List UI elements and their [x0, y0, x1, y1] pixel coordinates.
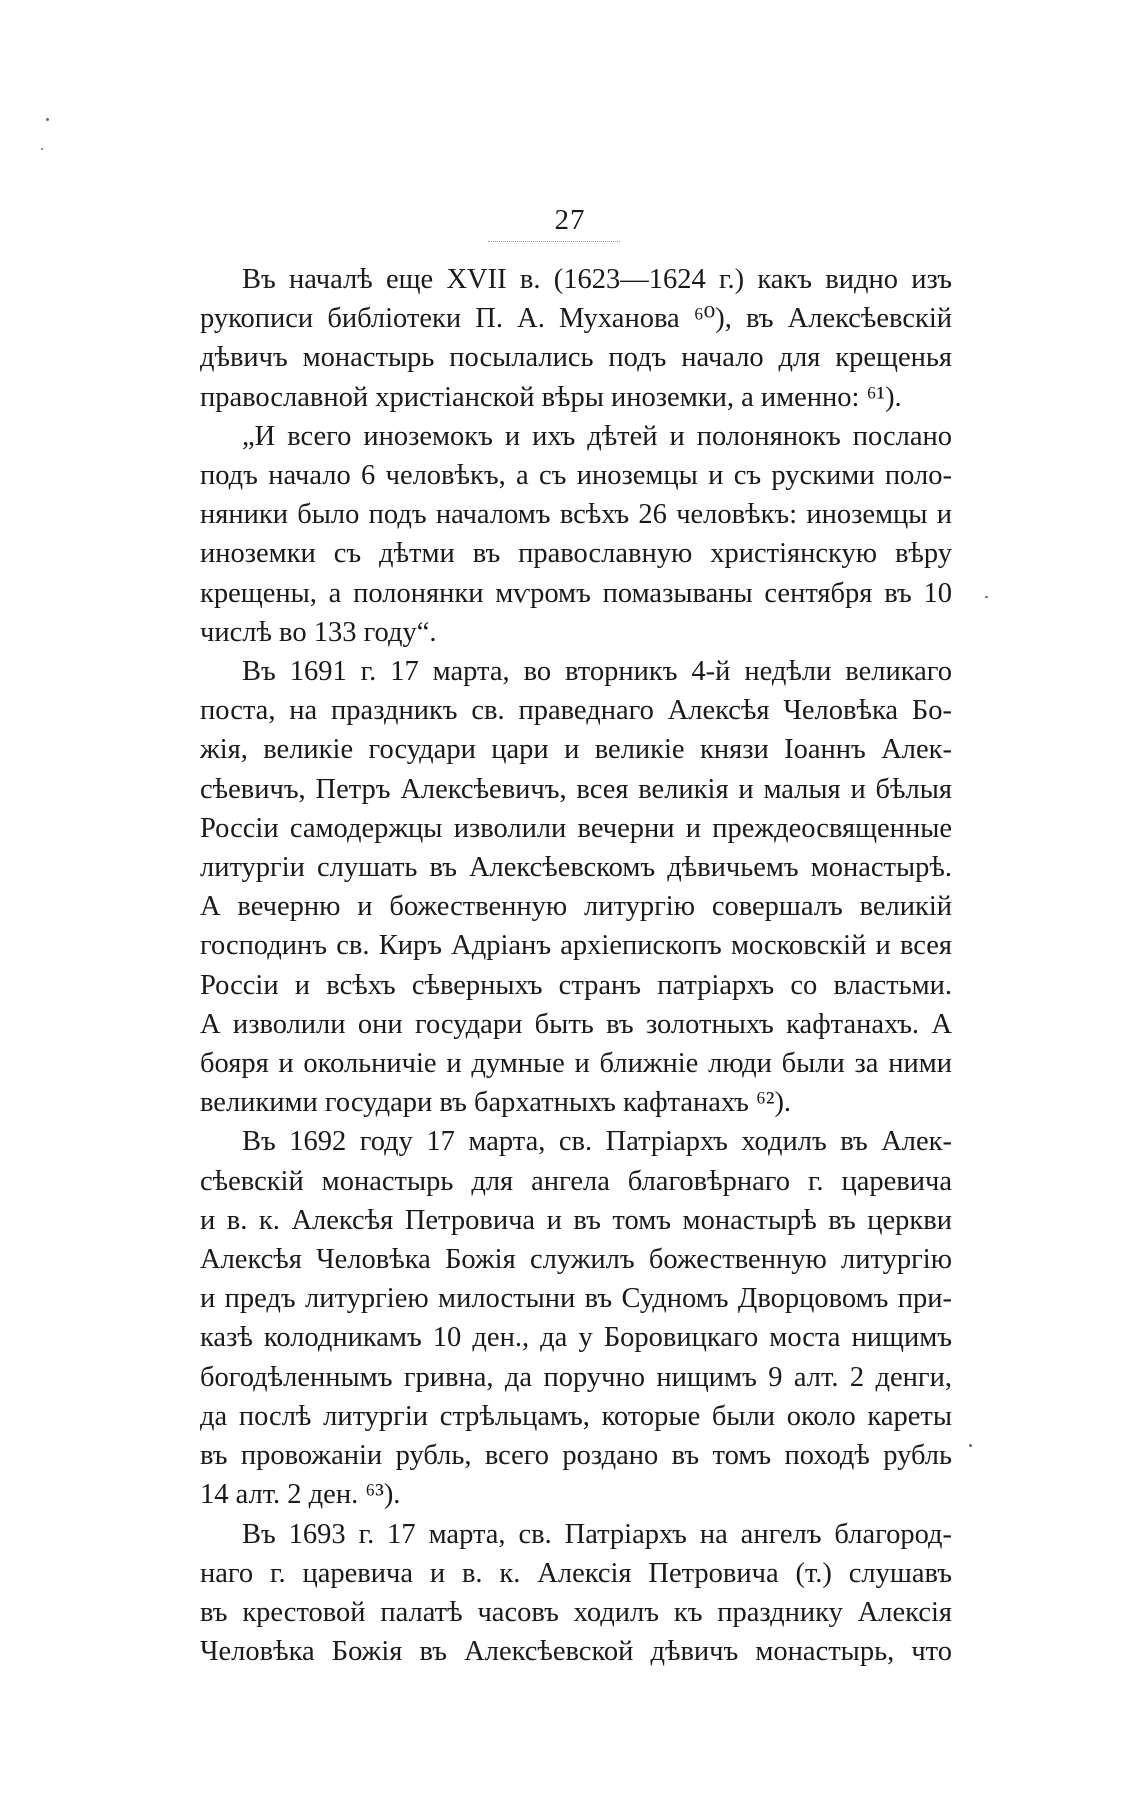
- page-number: 27: [554, 204, 586, 236]
- text-line: Россіи и всѣхъ сѣверныхъ странъ патріархъ со властьми.: [200, 969, 952, 1001]
- body-text: [200, 260, 952, 1671]
- paragraph: [200, 417, 952, 652]
- text-line: сѣевскій монастырь для ангела благовѣрнаго г. царевича: [200, 1165, 952, 1197]
- text-line: Въ 1691 г. 17 марта, во вторникъ 4-й недѣли великаго: [242, 656, 952, 688]
- text-line: Алексѣя Человѣка Божія служилъ божественную литургію: [200, 1244, 952, 1276]
- text-line: казѣ колодникамъ 10 ден., да у Боровицкаго моста нищимъ: [200, 1322, 952, 1354]
- scan-speck: [969, 1444, 972, 1447]
- text-line: иноземки съ дѣтми въ православную христіянскую вѣру: [200, 538, 952, 570]
- text-line: 14 алт. 2 ден. ⁶³).: [200, 1479, 401, 1511]
- text-line: Въ 1693 г. 17 марта, св. Патріархъ на ангелъ благород-: [242, 1518, 952, 1550]
- text-line: литургіи слушать въ Алексѣевскомъ дѣвичьемъ монастырѣ.: [200, 852, 952, 884]
- text-line: Человѣка Божія въ Алексѣевской дѣвичъ монастырь, что: [200, 1636, 952, 1668]
- text-line: дѣвичъ монастырь посылались подъ начало для крещенья: [200, 342, 952, 374]
- scan-speck: [985, 596, 988, 598]
- text-line: рукописи библіотеки П. А. Муханова ⁶⁰), въ Алексѣевскій: [200, 303, 952, 335]
- text-line: наго г. царевича и в. к. Алексія Петровича (т.) слушавъ: [200, 1557, 952, 1589]
- paragraph: [200, 1122, 952, 1514]
- paragraph: [200, 1515, 952, 1672]
- text-line: Россіи самодержцы изволили вечерни и преждеосвященные: [200, 812, 952, 844]
- text-line: бояря и окольничіе и думные и ближніе люди были за ними: [200, 1048, 952, 1080]
- text-line: господинъ св. Киръ Адріанъ архіепископъ московскій и всея: [200, 930, 952, 962]
- text-line: А изволили они государи быть въ золотныхъ кафтанахъ. А: [200, 1008, 952, 1040]
- text-line: крещены, а полонянки мѵромъ помазываны сентября въ 10: [200, 577, 952, 609]
- text-line: да послѣ литургіи стрѣльцамъ, которые были около кареты: [200, 1400, 952, 1432]
- text-line: сѣевичъ, Петръ Алексѣевичъ, всея великія и малыя и бѣлыя: [200, 773, 952, 805]
- text-line: богодѣленнымъ гривна, да поручно нищимъ 9 алт. 2 денги,: [200, 1361, 952, 1393]
- scan-speck: [46, 118, 49, 121]
- text-line: православной христіанской вѣры иноземки, а именно: ⁶¹).: [200, 381, 902, 413]
- paragraph: [200, 652, 952, 1122]
- text-line: въ провожаніи рубль, всего роздано въ томъ походѣ рубль: [200, 1440, 952, 1472]
- text-line: поста, на праздникъ св. праведнаго Алексѣя Человѣка Бо-: [200, 695, 952, 727]
- text-line: и предъ литургіею милостыни въ Судномъ Дворцовомъ при-: [200, 1283, 952, 1315]
- paragraph: [200, 260, 952, 417]
- text-line: числѣ во 133 году“.: [200, 616, 437, 648]
- text-line: великими государи въ бархатныхъ кафтанахъ ⁶²).: [200, 1087, 792, 1119]
- text-line: Въ началѣ еще XVII в. (1623—1624 г.) какъ видно изъ: [242, 264, 952, 295]
- page-number-rule: [488, 241, 620, 242]
- text-line: подъ начало 6 человѣкъ, а съ иноземцы и съ рускими поло-: [200, 460, 952, 492]
- text-line: жія, великіе государи цари и великіе князи Іоаннъ Алек-: [200, 734, 952, 766]
- text-line: въ крестовой палатѣ часовъ ходилъ къ празднику Алексія: [200, 1596, 952, 1628]
- scan-speck: [41, 148, 43, 150]
- text-line: „И всего иноземокъ и ихъ дѣтей и полонянокъ послано: [242, 420, 952, 452]
- text-line: няники было подъ началомъ всѣхъ 26 человѣкъ: иноземцы и: [200, 499, 952, 531]
- text-line: Въ 1692 году 17 марта, св. Патріархъ ходилъ въ Алек-: [242, 1126, 952, 1158]
- text-line: и в. к. Алексѣя Петровича и въ томъ монастырѣ въ церкви: [200, 1204, 952, 1236]
- text-line: А вечерню и божественную литургію совершалъ великій: [200, 891, 952, 923]
